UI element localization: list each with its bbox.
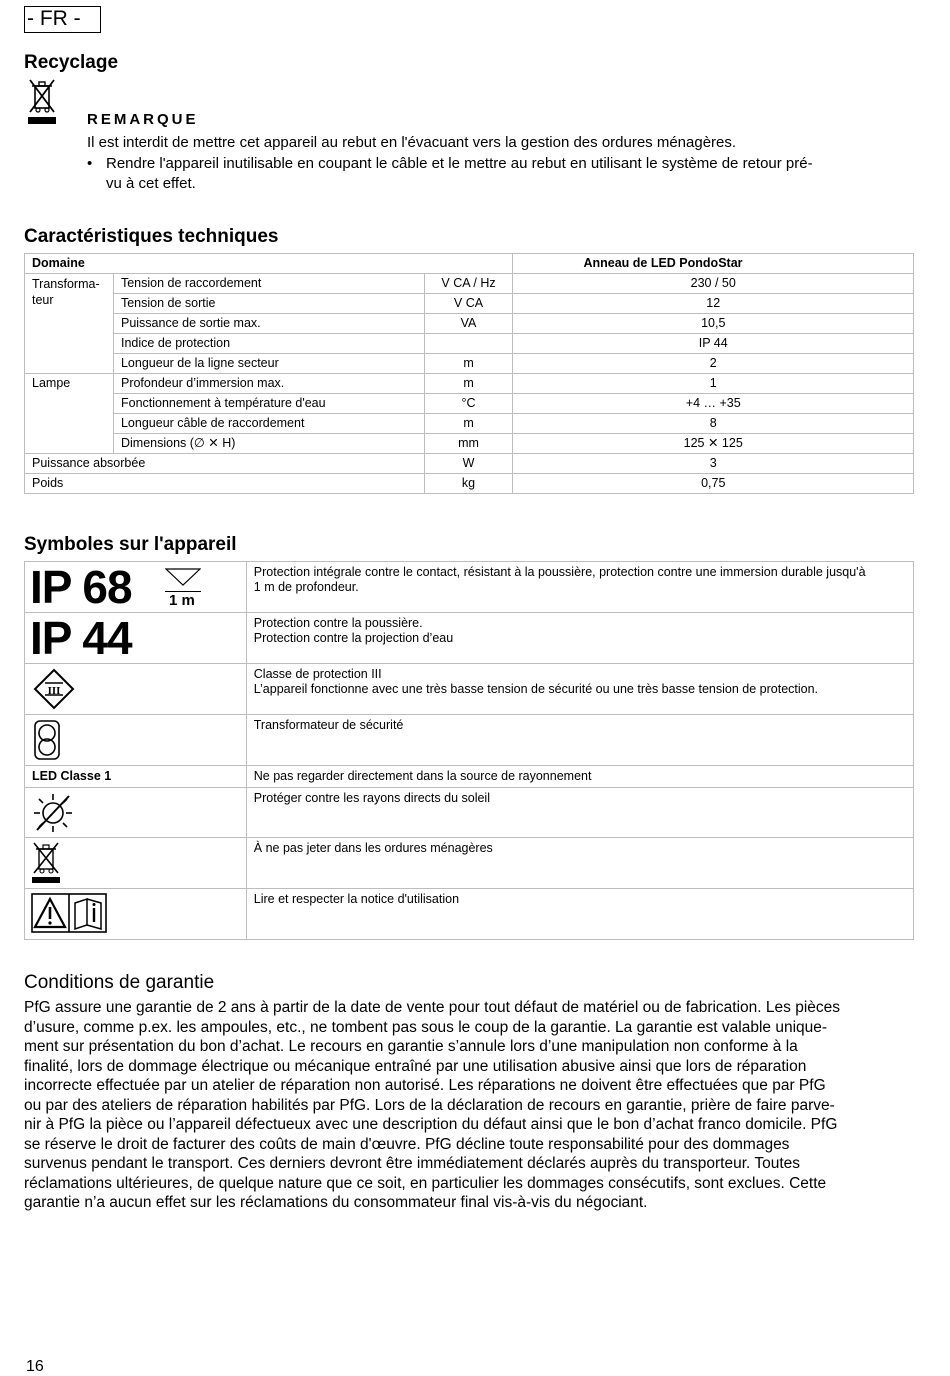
symbol-description: Ne pas regarder directement dans la source de rayonnement: [246, 766, 913, 788]
table-row: [25, 474, 914, 494]
crossed-bin-icon: [26, 78, 58, 126]
symbol-description: Protéger contre les rayons directs du soleil: [246, 788, 913, 838]
spec-value: 8: [513, 414, 914, 434]
table-row: [25, 374, 914, 394]
table-row: [25, 354, 914, 374]
spec-value: 12: [513, 294, 914, 314]
specs-group-lamp: Lampe: [25, 374, 114, 454]
spec-unit: m: [424, 414, 513, 434]
garantie-text: PfG assure une garantie de 2 ans à partir de la date de vente pour tout défaut de matériel ou de fabrication. Les pièces d’usure, comme p.ex. les ampoules, etc., ne tombent pas sous le coup de la garantie. La garantie est valable unique- ment sur présentation du bon d’achat. Le recours en garantie s’annule lors d’une manipulation non conforme à la finalité, lors de dommage électrique ou mécanique entraîné par une utilisation abusive ainsi que lors de réparation incorrecte effectuée par un atelier de réparation non autorisé. Les réparations ne doivent être effectuées que par PfG ou par des ateliers de réparation habilités par PfG. Lors de la déclaration de recours en garantie, prière de faire parve- nir à PfG la pièce ou l’appareil défectueux avec une description du défaut ainsi que le bon d’achat franco domicile. PfG se réserve le droit de facturer des coûts de main d'œuvre. PfG décline toute responsabilité pour des dommages survenus pendant le transport. Ces derniers devront être immédiatement déclarés auprès du transporteur. Toutes réclamations ultérieures, de quelque nature que ce soit, en particulier les dommages consécutifs, sont exclues. Cette garantie n’a aucun effet sur les réclamations du consommateur final vis-à-vis du négociant.: [24, 999, 840, 1211]
spec-value: 0,75: [513, 474, 914, 494]
symbol-description: Protection contre la poussière. Protection contre la projection d’eau: [246, 613, 913, 664]
spec-label: Longueur câble de raccordement: [113, 414, 424, 434]
table-row: [25, 838, 914, 889]
table-row: [25, 294, 914, 314]
spec-unit: mm: [424, 434, 513, 454]
spec-value: 230 / 50: [513, 274, 914, 294]
spec-label: Longueur de la ligne secteur: [113, 354, 424, 374]
spec-value: +4 … +35: [513, 394, 914, 414]
safety-transformer-icon: [25, 715, 247, 766]
table-row: [25, 766, 914, 788]
spec-label: Puissance absorbée: [25, 454, 425, 474]
spec-value: 125 ✕ 125: [513, 434, 914, 454]
spec-unit: kg: [424, 474, 513, 494]
table-row: [25, 613, 914, 664]
symbol-description: Protection intégrale contre le contact, résistant à la poussière, protection contre une immersion durable jusqu'à 1 m de profondeur.: [246, 562, 913, 613]
table-row: [25, 254, 914, 274]
table-row: [25, 274, 914, 294]
recyclage-text: Il est interdit de mettre cet appareil au rebut en l'évacuant vers la gestion des ordures ménagères.: [87, 134, 737, 151]
spec-label: Tension de sortie: [113, 294, 424, 314]
spec-unit: m: [424, 354, 513, 374]
table-row: [25, 562, 914, 613]
led-class-1-label: LED Classe 1: [25, 766, 247, 788]
symbol-description: Classe de protection III L’appareil fonctionne avec une très basse tension de sécurité ou une très basse tension de protection.: [246, 664, 913, 715]
spec-value: 10,5: [513, 314, 914, 334]
spec-label: Puissance de sortie max.: [113, 314, 424, 334]
table-row: [25, 314, 914, 334]
table-row: [25, 334, 914, 354]
spec-unit: V CA / Hz: [424, 274, 513, 294]
garantie-title: Conditions de garantie: [24, 972, 215, 993]
specs-header-domain: Domaine: [25, 254, 513, 274]
protection-class-3-icon: [25, 664, 247, 715]
spec-label: Poids: [25, 474, 425, 494]
spec-label: Tension de raccordement: [113, 274, 424, 294]
crossed-bin-icon: [25, 838, 247, 889]
table-row: [25, 454, 914, 474]
spec-label: Indice de protection: [113, 334, 424, 354]
spec-label: Profondeur d’immersion max.: [113, 374, 424, 394]
bullet-dot: •: [87, 155, 93, 172]
symbol-description: Lire et respecter la notice d'utilisation: [246, 889, 913, 940]
recyclage-bullet-line2: vu à cet effet.: [106, 175, 196, 192]
spec-label: Dimensions (∅ ✕ H): [113, 434, 424, 454]
spec-value: 3: [513, 454, 914, 474]
spec-unit: VA: [424, 314, 513, 334]
table-row: [25, 414, 914, 434]
specs-group-transformer: Transforma- teur: [25, 274, 114, 374]
remark-title: REMARQUE: [87, 111, 199, 128]
symbol-description: Transformateur de sécurité: [246, 715, 913, 766]
ip44-icon: IP 44: [25, 613, 247, 664]
table-row: [25, 889, 914, 940]
specs-title: Caractéristiques techniques: [24, 226, 279, 247]
spec-value: IP 44: [513, 334, 914, 354]
specs-table: [24, 253, 914, 494]
svg-text:III: III: [47, 685, 61, 697]
spec-label: Fonctionnement à température d'eau: [113, 394, 424, 414]
recyclage-title: Recyclage: [24, 52, 119, 73]
page-number: 16: [26, 1358, 44, 1375]
symbols-title: Symboles sur l'appareil: [24, 534, 237, 555]
specs-header-product: Anneau de LED PondoStar: [513, 254, 914, 274]
table-row: [25, 664, 914, 715]
spec-unit: V CA: [424, 294, 513, 314]
table-row: [25, 394, 914, 414]
table-row: [25, 715, 914, 766]
table-row: [25, 788, 914, 838]
ip68-icon: IP 68 1 m: [25, 562, 247, 613]
spec-value: 1: [513, 374, 914, 394]
symbol-description: À ne pas jeter dans les ordures ménagères: [246, 838, 913, 889]
no-direct-sun-icon: [25, 788, 247, 838]
table-row: [25, 434, 914, 454]
symbols-table: [24, 561, 914, 940]
read-manual-icon: [25, 889, 247, 940]
language-tag: - FR -: [24, 6, 101, 33]
spec-unit: °C: [424, 394, 513, 414]
spec-unit: W: [424, 454, 513, 474]
recyclage-bullet-line1: Rendre l'appareil inutilisable en coupant le câble et le mettre au rebut en utilisant le système de retour pré-: [106, 155, 813, 172]
spec-unit: [424, 334, 513, 354]
spec-unit: m: [424, 374, 513, 394]
spec-value: 2: [513, 354, 914, 374]
